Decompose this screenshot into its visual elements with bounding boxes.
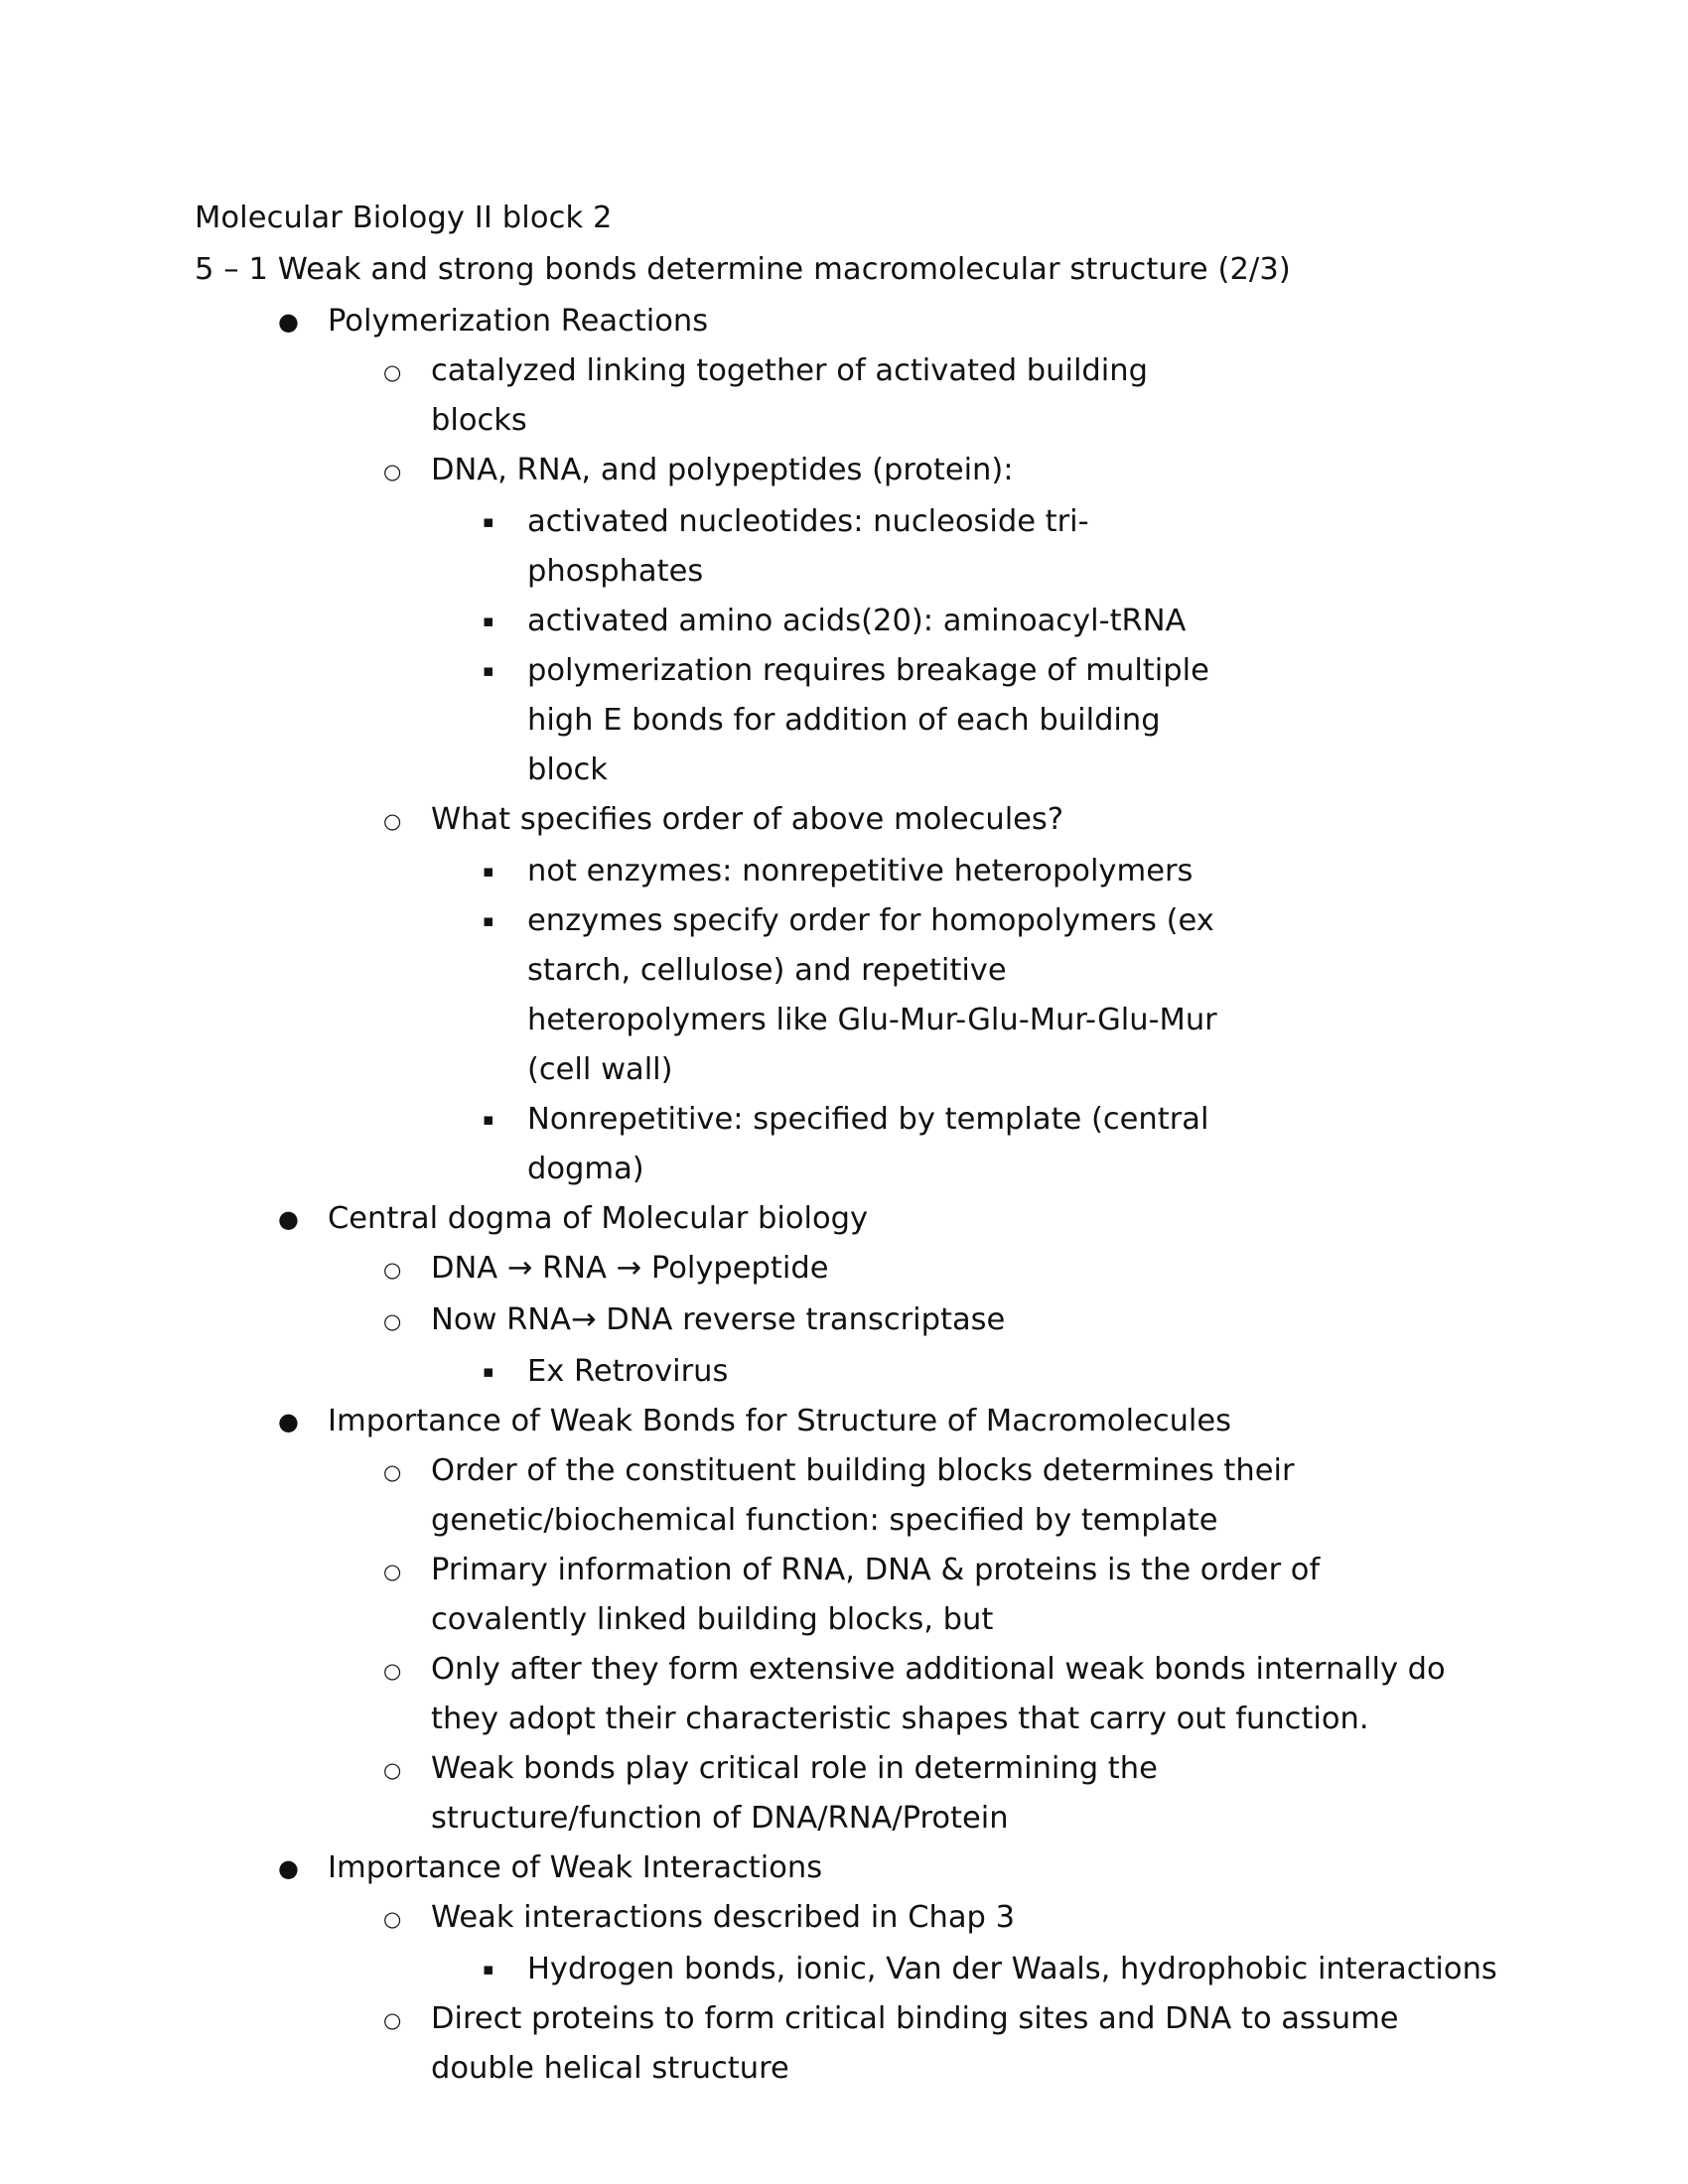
document-section-line: 5 – 1 Weak and strong bonds determine macromolecular structure (2/3) bbox=[195, 252, 1291, 287]
outline-item-text: Importance of Weak Interactions bbox=[328, 1850, 823, 1885]
bullet-square-icon: ▪ bbox=[483, 1362, 494, 1382]
outline-item-text: Weak bonds play critical role in determining the structure/function of DNA/RNA/Protein bbox=[431, 1751, 1158, 1836]
bullet-square-icon: ▪ bbox=[483, 512, 494, 532]
bullet-disc-icon: ● bbox=[278, 1854, 299, 1882]
bullet-square-icon: ▪ bbox=[483, 862, 494, 882]
bullet-circle-icon: ○ bbox=[383, 360, 402, 384]
outline-item-text: polymerization requires breakage of multiple high E bonds for addition of each building block bbox=[527, 653, 1209, 787]
bullet-circle-icon: ○ bbox=[383, 1309, 402, 1333]
outline-item-text: Ex Retrovirus bbox=[527, 1354, 729, 1389]
outline-item-level-2 bbox=[195, 795, 1529, 847]
bullet-circle-icon: ○ bbox=[383, 1460, 402, 1484]
outline-item-level-2 bbox=[195, 1546, 1529, 1645]
outline-item-text: Nonrepetitive: specified by template (central dogma) bbox=[527, 1102, 1209, 1186]
outline-item-text: Weak interactions described in Chap 3 bbox=[431, 1900, 1015, 1935]
outline-item-level-2 bbox=[195, 446, 1529, 497]
document-title-line: Molecular Biology II block 2 bbox=[195, 201, 613, 235]
outline-list bbox=[195, 297, 1529, 2094]
outline-item-level-3 bbox=[195, 847, 1529, 896]
outline-item-text: DNA → RNA → Polypeptide bbox=[431, 1251, 829, 1286]
outline-item-level-1 bbox=[195, 1843, 1529, 1893]
bullet-square-icon: ▪ bbox=[483, 612, 494, 631]
outline-item-level-1 bbox=[195, 1397, 1529, 1446]
bullet-disc-icon: ● bbox=[278, 1408, 299, 1435]
bullet-disc-icon: ● bbox=[278, 308, 299, 336]
document-body bbox=[195, 194, 1529, 2094]
outline-item-text: Only after they form extensive additional weak bonds internally do they adopt their characteristic shapes that carry out function. bbox=[431, 1652, 1446, 1736]
outline-item-level-2 bbox=[195, 1244, 1529, 1296]
outline-item-level-1 bbox=[195, 297, 1529, 346]
outline-item-level-2 bbox=[195, 1645, 1529, 1744]
bullet-circle-icon: ○ bbox=[383, 1560, 402, 1583]
outline-item-text: catalyzed linking together of activated building blocks bbox=[431, 353, 1148, 438]
bullet-circle-icon: ○ bbox=[383, 1907, 402, 1931]
bullet-circle-icon: ○ bbox=[383, 460, 402, 483]
outline-item-text: Primary information of RNA, DNA & proteins is the order of covalently linked building blocks, but bbox=[431, 1553, 1321, 1637]
outline-item-level-2 bbox=[195, 1994, 1529, 2094]
bullet-circle-icon: ○ bbox=[383, 2008, 402, 2032]
outline-item-text: not enzymes: nonrepetitive heteropolymers bbox=[527, 854, 1194, 888]
bullet-circle-icon: ○ bbox=[383, 1659, 402, 1683]
outline-item-level-2 bbox=[195, 346, 1529, 446]
outline-item-text: Importance of Weak Bonds for Structure of Macromolecules bbox=[328, 1404, 1232, 1438]
outline-item-level-3 bbox=[195, 1347, 1529, 1397]
bullet-circle-icon: ○ bbox=[383, 809, 402, 833]
outline-item-text: Hydrogen bonds, ionic, Van der Waals, hydrophobic interactions bbox=[527, 1952, 1497, 1986]
outline-item-level-2 bbox=[195, 1893, 1529, 1945]
outline-item-text: Central dogma of Molecular biology bbox=[328, 1201, 869, 1236]
outline-item-text: DNA, RNA, and polypeptides (protein): bbox=[431, 453, 1014, 487]
outline-item-text: enzymes specify order for homopolymers (ex starch, cellulose) and repetitive heteropolymers like Glu-Mur-Glu-Mur-Glu-Mur (cell wall) bbox=[527, 903, 1217, 1087]
bullet-circle-icon: ○ bbox=[383, 1258, 402, 1282]
outline-item-level-3 bbox=[195, 896, 1529, 1095]
outline-item-level-1 bbox=[195, 1194, 1529, 1244]
bullet-circle-icon: ○ bbox=[383, 1758, 402, 1782]
bullet-square-icon: ▪ bbox=[483, 1110, 494, 1130]
outline-item-text: Direct proteins to form critical binding sites and DNA to assume double helical structure bbox=[431, 2001, 1399, 2086]
outline-item-text: activated nucleotides: nucleoside tri-phosphates bbox=[527, 504, 1089, 589]
outline-item-level-3 bbox=[195, 597, 1529, 646]
outline-item-level-3 bbox=[195, 1095, 1529, 1194]
outline-item-level-3 bbox=[195, 646, 1529, 795]
outline-item-level-2 bbox=[195, 1446, 1529, 1546]
outline-item-level-3 bbox=[195, 1945, 1529, 1994]
bullet-square-icon: ▪ bbox=[483, 1960, 494, 1979]
outline-item-text: Order of the constituent building blocks determines their genetic/biochemical function: specified by template bbox=[431, 1453, 1295, 1538]
outline-item-text: What specifies order of above molecules? bbox=[431, 802, 1064, 837]
bullet-square-icon: ▪ bbox=[483, 911, 494, 931]
outline-item-level-3 bbox=[195, 497, 1529, 597]
outline-item-text: activated amino acids(20): aminoacyl-tRNA bbox=[527, 604, 1187, 638]
outline-item-level-2 bbox=[195, 1296, 1529, 1347]
outline-item-text: Polymerization Reactions bbox=[328, 304, 709, 339]
outline-item-text: Now RNA→ DNA reverse transcriptase bbox=[431, 1302, 1006, 1337]
outline-item-level-2 bbox=[195, 1744, 1529, 1843]
bullet-disc-icon: ● bbox=[278, 1205, 299, 1233]
bullet-square-icon: ▪ bbox=[483, 661, 494, 681]
